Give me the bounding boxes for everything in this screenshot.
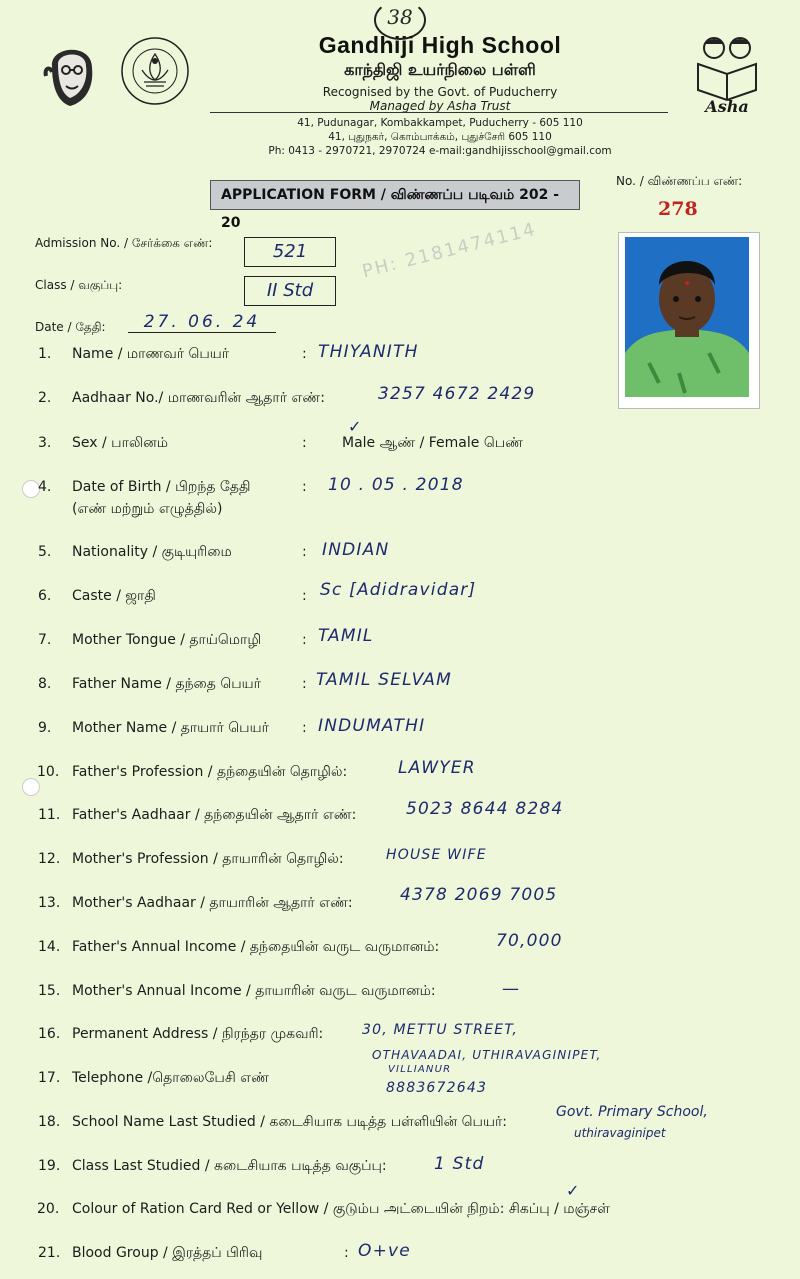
header-divider xyxy=(210,112,668,113)
field-value: Govt. Primary School, xyxy=(556,1104,708,1120)
field-label: Name / மாணவர் பெயர் xyxy=(72,346,230,362)
class-value: II Std xyxy=(244,276,336,306)
student-photo xyxy=(618,232,760,409)
field-value: LAWYER xyxy=(398,758,476,778)
field-value: 3257 4672 2429 xyxy=(378,384,536,404)
field-label: Class Last Studied / கடைசியாக படித்த வகுப்பு: xyxy=(72,1158,387,1174)
application-number-label: No. / விண்ணப்ப எண்: xyxy=(616,174,743,188)
address-line-2: OTHAVAADAI, UTHIRAVAGINIPET, xyxy=(372,1048,602,1062)
field-value: 5023 8644 8284 xyxy=(406,799,564,819)
gandhi-portrait-logo xyxy=(42,36,100,110)
field-value: 8883672643 xyxy=(386,1080,488,1096)
admission-number-label: Admission No. / சேர்க்கை எண்: xyxy=(35,236,213,250)
field-label: Father Name / தந்தை பெயர் xyxy=(72,676,261,692)
last-school-line-2: uthiravaginipet xyxy=(574,1126,666,1140)
school-name-tamil: காந்திஜி உயர்நிலை பள்ளி xyxy=(344,60,536,79)
field-value: THIYANITH xyxy=(318,342,419,362)
field-label: Sex / பாலினம் xyxy=(72,435,168,451)
sex-options: Male ஆண் / Female பெண் xyxy=(342,435,523,451)
field-label: Date of Birth / பிறந்த தேதி xyxy=(72,479,251,495)
field-colon: : xyxy=(302,632,307,648)
field-number: 5. xyxy=(38,544,52,560)
field-label: Mother's Aadhaar / தாயாரின் ஆதார் எண்: xyxy=(72,895,353,911)
field-number: 14. xyxy=(38,939,61,955)
field-number: 7. xyxy=(38,632,52,648)
field-label: Blood Group / இரத்தப் பிரிவு xyxy=(72,1245,263,1261)
field-label: Father's Annual Income / தந்தையின் வருட வருமானம்: xyxy=(72,939,440,955)
asha-logo-text: Asha xyxy=(705,97,749,114)
field-value: INDUMATHI xyxy=(318,716,426,736)
field-label: Mother's Annual Income / தாயாரின் வருட வருமானம்: xyxy=(72,983,436,999)
field-value: 70,000 xyxy=(496,931,563,951)
date-value: 27. 06. 24 xyxy=(128,312,276,333)
field-label: Mother Tongue / தாய்மொழி xyxy=(72,632,262,648)
field-label: Colour of Ration Card Red or Yellow / குடும்ப அட்டையின் நிறம்: சிகப்பு / மஞ்சள் xyxy=(72,1201,610,1217)
field-number: 3. xyxy=(38,435,52,451)
field-number: 19. xyxy=(38,1158,61,1174)
field-label: Father's Profession / தந்தையின் தொழில்: xyxy=(72,764,348,780)
field-number: 12. xyxy=(38,851,61,867)
field-colon: : xyxy=(344,1245,349,1261)
date-label: Date / தேதி: xyxy=(35,320,106,334)
contact-line: Ph: 0413 - 2970721, 2970724 e-mail:gandhijisschool@gmail.com xyxy=(268,145,612,157)
field-colon: : xyxy=(302,720,307,736)
page-number: 38 xyxy=(374,0,426,40)
field-number: 8. xyxy=(38,676,52,692)
field-number: 18. xyxy=(38,1114,61,1130)
field-number: 9. xyxy=(38,720,52,736)
field-number: 11. xyxy=(38,807,61,823)
admission-number-value: 521 xyxy=(244,237,336,267)
field-label: School Name Last Studied / கடைசியாக படித்த பள்ளியின் பெயர்: xyxy=(72,1114,507,1130)
faint-phone-stamp: PH: 2181474114 xyxy=(360,218,539,283)
field-label: Father's Aadhaar / தந்தையின் ஆதார் எண்: xyxy=(72,807,357,823)
field-number: 2. xyxy=(38,390,52,406)
field-value: 1 Std xyxy=(434,1154,485,1174)
checkmark-icon: ✓ xyxy=(348,417,362,436)
field-number: 15. xyxy=(38,983,61,999)
field-colon: : xyxy=(302,435,307,451)
field-number: 17. xyxy=(38,1070,61,1086)
field-label: Telephone /தொலைபேசி எண் xyxy=(72,1070,269,1086)
field-value: O+ve xyxy=(358,1241,411,1261)
school-name: Gandhiji High School xyxy=(318,32,562,58)
field-label: Nationality / குடியுரிமை xyxy=(72,544,232,560)
address-line-3: VILLIANUR xyxy=(388,1064,452,1075)
field-number: 20. xyxy=(37,1201,60,1217)
asha-trust-logo xyxy=(694,34,760,114)
field-colon: : xyxy=(302,479,307,495)
field-value: — xyxy=(502,979,521,999)
school-address xyxy=(200,116,680,158)
field-number: 10. xyxy=(37,764,60,780)
field-label: Mother's Profession / தாயாரின் தொழில்: xyxy=(72,851,344,867)
field-label: Mother Name / தாயார் பெயர் xyxy=(72,720,269,736)
address-tamil: 41, புதுநகர், கொம்பாக்கம், புதுச்சேரி 605 110 xyxy=(328,131,552,143)
application-number: 278 xyxy=(658,198,698,220)
school-seal-logo xyxy=(120,36,190,106)
field-number: 21. xyxy=(38,1245,61,1261)
checkmark-icon: ✓ xyxy=(566,1181,580,1200)
field-value: TAMIL xyxy=(318,626,374,646)
field-colon: : xyxy=(302,346,307,362)
field-number: 16. xyxy=(38,1026,61,1042)
address-english: 41, Pudunagar, Kombakkampet, Puducherry - 605 110 xyxy=(297,117,583,129)
managed-by-line: Managed by Asha Trust xyxy=(369,99,511,113)
field-value: 10 . 05 . 2018 xyxy=(328,475,464,495)
field-label: Aadhaar No./ மாணவரின் ஆதார் எண்: xyxy=(72,390,325,406)
field-value: INDIAN xyxy=(322,540,390,560)
field-number: 13. xyxy=(38,895,61,911)
field-value: TAMIL SELVAM xyxy=(316,670,452,690)
field-number: 6. xyxy=(38,588,52,604)
field-label: Caste / ஜாதி xyxy=(72,588,156,604)
field-number: 4. xyxy=(38,479,52,495)
field-value: Sc [Adidravidar] xyxy=(320,580,477,600)
punch-hole xyxy=(22,778,40,796)
field-label: Permanent Address / நிரந்தர முகவரி: xyxy=(72,1026,324,1042)
field-sublabel: (எண் மற்றும் எழுத்தில்) xyxy=(72,501,223,517)
field-colon: : xyxy=(302,544,307,560)
field-colon: : xyxy=(302,676,307,692)
field-colon: : xyxy=(302,588,307,604)
school-header xyxy=(200,32,680,113)
field-value: HOUSE WIFE xyxy=(386,847,487,863)
field-value: 30, METTU STREET, xyxy=(362,1022,519,1038)
class-label: Class / வகுப்பு: xyxy=(35,278,123,292)
form-title: APPLICATION FORM / விண்ணப்ப படிவம் 202 - 20 xyxy=(210,180,580,210)
field-number: 1. xyxy=(38,346,52,362)
recognition-line: Recognised by the Govt. of Puducherry xyxy=(322,85,558,99)
field-value: 4378 2069 7005 xyxy=(400,885,558,905)
